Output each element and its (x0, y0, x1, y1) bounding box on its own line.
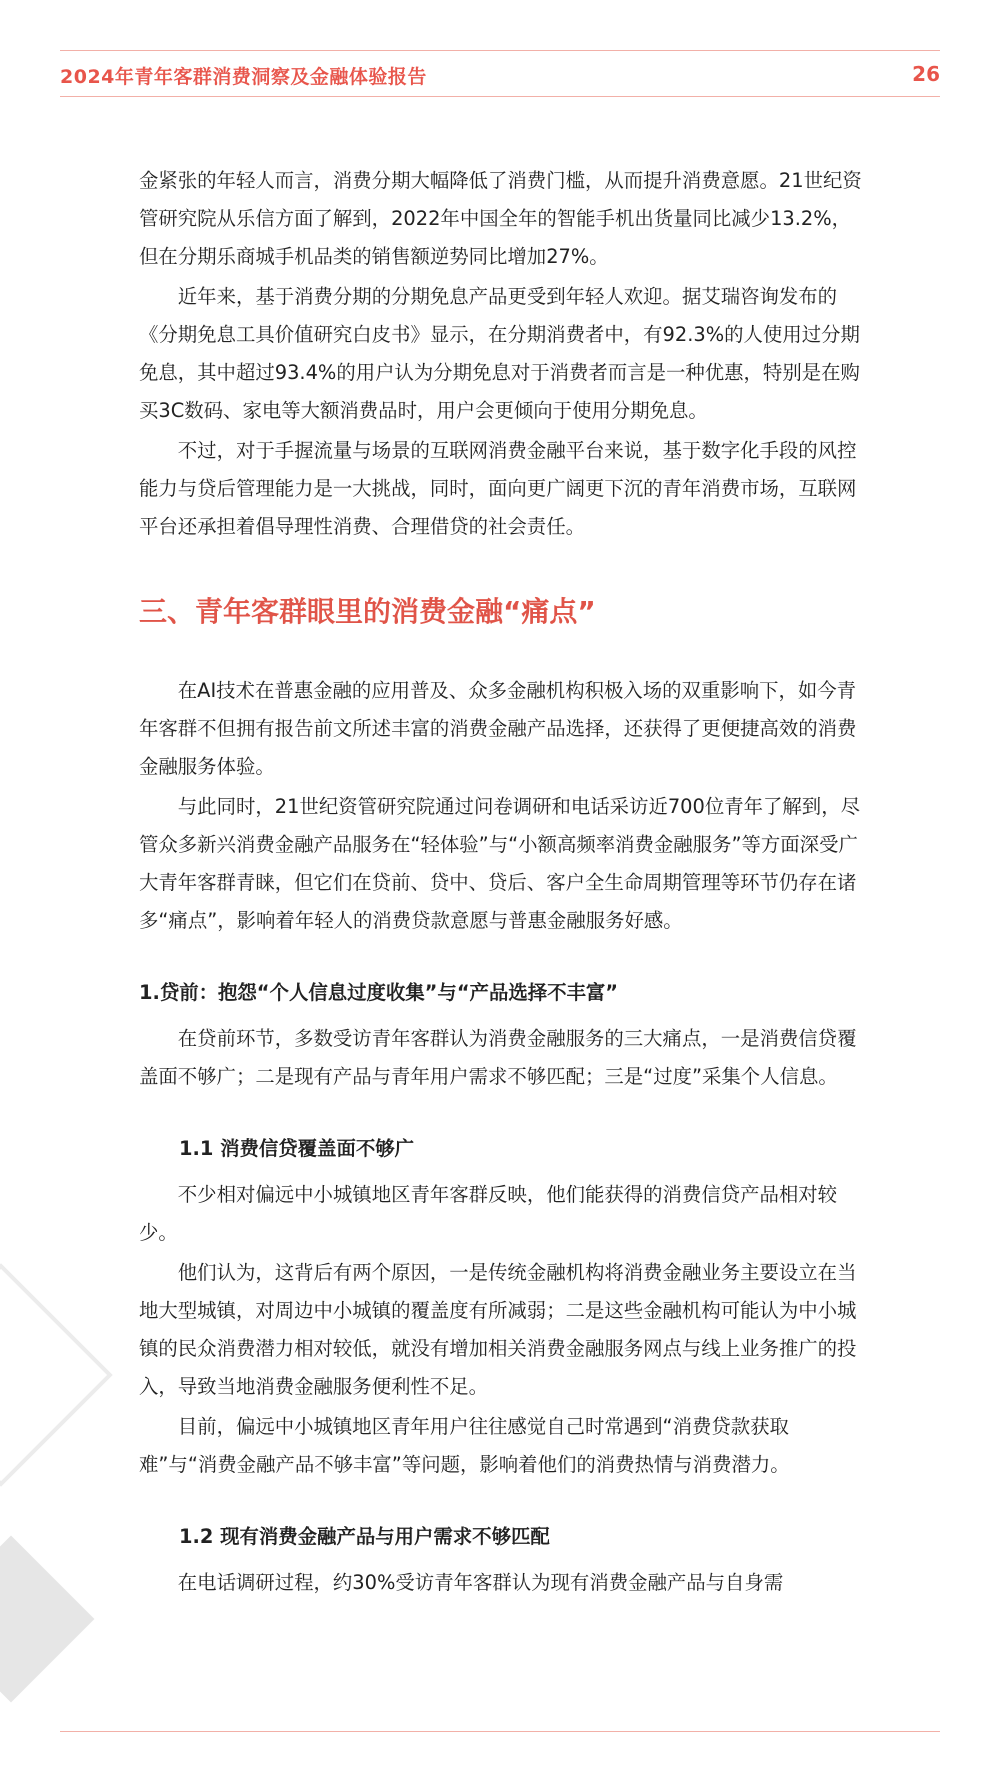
report-header-title: 2024年青年客群消费洞察及金融体验报告 (60, 66, 427, 88)
subheading-coverage: 1.1 消费信贷覆盖面不够广 (179, 1137, 415, 1160)
paragraph-platform-challenges: 不过，对于手握流量与场景的互联网消费金融平台来说，基于数字化手段的风控能力与贷后管理能力是一大挑战，同时，面向更广阔更下沉的青年消费市场，互联网平台还承担着倡导理性消费、合理借贷的社会责任。 (139, 439, 857, 538)
footer-rule (60, 1731, 940, 1732)
paragraph-survey-pain-points: 与此同时，21世纪资管研究院通过问卷调研和电话采访近700位青年了解到，尽管众多新兴消费金融产品服务在“轻体验”与“小额高频率消费金融服务”等方面深受广大青年客群青睐，但它们在贷前、贷中、贷后、客户全生命周期管理等环节仍存在诸多“痛点”，影响着年轻人的消费贷款意愿与普惠金融服务好感。 (139, 795, 860, 932)
paragraph-intro: 金紧张的年轻人而言，消费分期大幅降低了消费门槛，从而提升消费意愿。21世纪资管研究院从乐信方面了解到，2022年中国全年的智能手机出货量同比减少13.2%，但在分期乐商城手机品类的销售额逆势同比增加27%。 (139, 169, 862, 268)
paragraph-installment-interest-free: 近年来，基于消费分期的分期免息产品更受到年轻人欢迎。据艾瑞咨询发布的《分期免息工具价值研究白皮书》显示，在分期消费者中，有92.3%的人使用过分期免息，其中超过93.4%的用户认为分期免息对于消费者而言是一种优惠，特别是在购买3C数码、家电等大额消费品时，用户会更倾向于使用分期免息。 (139, 285, 860, 422)
paragraph-phone-survey: 在电话调研过程，约30%受访青年客群认为现有消费金融产品与自身需 (177, 1571, 784, 1594)
paragraph-two-reasons: 他们认为，这背后有两个原因，一是传统金融机构将消费金融业务主要设立在当地大型城镇，对周边中小城镇的覆盖度有所减弱；二是这些金融机构可能认为中小城镇的民众消费潜力相对较低，就没有增加相关消费金融服务网点与线上业务推广的投入，导致当地消费金融服务便利性不足。 (139, 1261, 857, 1398)
page-body (139, 162, 862, 1604)
paragraph-remote-towns: 不少相对偏远中小城镇地区青年客群反映，他们能获得的消费信贷产品相对较少。 (139, 1183, 838, 1244)
paragraph-ai-inclusive-finance: 在AI技术在普惠金融的应用普及、众多金融机构积极入场的双重影响下，如今青年客群不但拥有报告前文所述丰富的消费金融产品选择，还获得了更便捷高效的消费金融服务体验。 (139, 679, 857, 778)
decorative-diamond-outline (0, 1263, 113, 1486)
subheading-product-mismatch: 1.2 现有消费金融产品与用户需求不够匹配 (179, 1525, 550, 1548)
paragraph-loan-difficulty: 目前，偏远中小城镇地区青年用户往往感觉自己时常遇到“消费贷款获取难”与“消费金融产品不够丰富”等问题，影响着他们的消费热情与消费潜力。 (139, 1415, 790, 1476)
subheading-pre-loan: 1.贷前：抱怨“个人信息过度收集”与“产品选择不丰富” (139, 981, 619, 1004)
section-title: 三、青年客群眼里的消费金融“痛点” (139, 595, 596, 628)
header-bottom-rule (60, 96, 940, 97)
paragraph-three-pain-points: 在贷前环节，多数受访青年客群认为消费金融服务的三大痛点，一是消费信贷覆盖面不够广；二是现有产品与青年用户需求不够匹配；三是“过度”采集个人信息。 (139, 1027, 857, 1088)
page-number: 26 (912, 62, 940, 86)
header-top-rule (60, 50, 940, 51)
decorative-diamond-filled (0, 1536, 94, 1703)
